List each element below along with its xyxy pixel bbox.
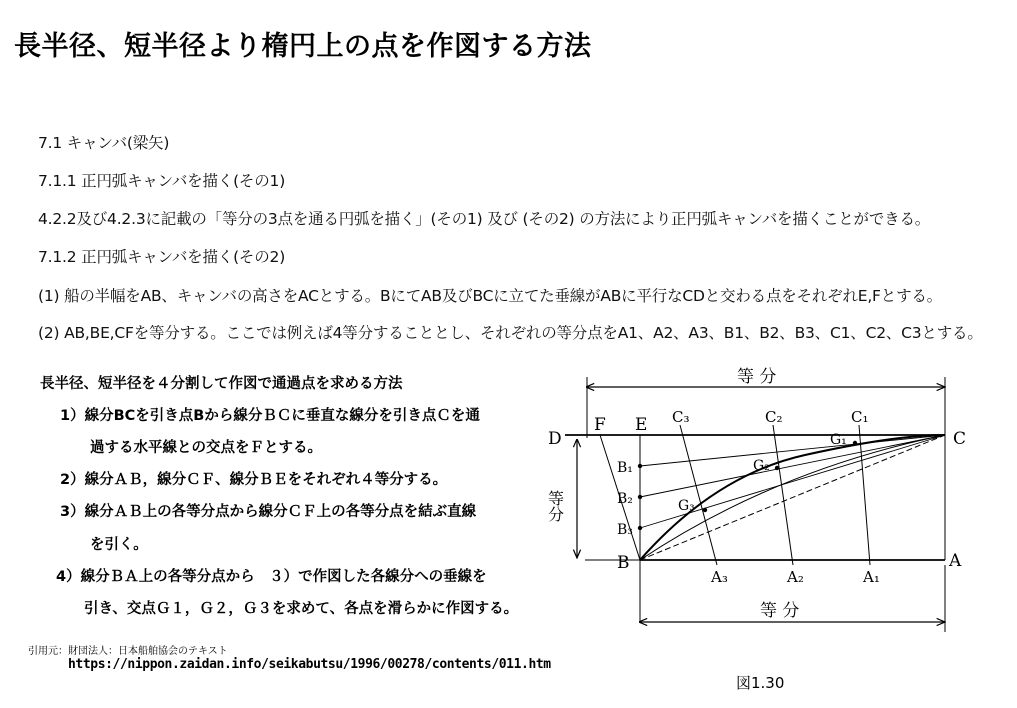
method-step-2: 2）線分ＡＢ，線分ＣＦ、線分ＢＥをそれぞれ４等分する。 xyxy=(60,472,448,488)
figure-caption: 図1.30 xyxy=(736,674,785,692)
method-step-1a: 1）線分BCを引き点Bから線分ＢＣに垂直な線分を引き点Ｃを通 xyxy=(60,408,480,424)
method-heading: 長半径、短半径を４分割して作図で通過点を求める方法 xyxy=(40,376,403,392)
line-a1-c1 xyxy=(859,425,870,565)
label-c2: C₂ xyxy=(765,408,783,426)
citation-source: 引用元：財団法人：日本船舶協会のテキスト xyxy=(28,646,228,657)
point-b1 xyxy=(638,464,642,468)
label-f: F xyxy=(594,415,606,435)
line-a2-c2 xyxy=(773,425,793,565)
label-d: D xyxy=(548,429,562,449)
label-b: B xyxy=(617,553,630,573)
paragraph-step-1: (1) 船の半幅をAB、キャンバの高さをACとする。BにてAB及びBCに立てた垂線がABに平行なCDと交わる点をそれぞれE,Fとする。 xyxy=(38,287,942,305)
label-a3: A₃ xyxy=(711,568,728,586)
section-7-1-1: 7.1.1 正円弧キャンバを描く(その1) xyxy=(38,172,286,190)
point-b3 xyxy=(638,526,642,530)
section-7-1-2: 7.1.2 正円弧キャンバを描く(その2) xyxy=(38,248,286,266)
method-step-1b: 過する水平線との交点をＦとする。 xyxy=(90,440,322,456)
label-a: A xyxy=(949,551,962,571)
label-g2: G₂ xyxy=(753,458,770,474)
method-step-4b: 引き、交点Ｇ１，Ｇ２，Ｇ３を求めて、各点を滑らかに作図する。 xyxy=(84,601,519,617)
label-c: C xyxy=(953,429,967,449)
ray-c-b1 xyxy=(640,435,945,466)
point-g3 xyxy=(703,508,707,512)
method-step-3b: を引く。 xyxy=(90,537,148,553)
label-a1: A₁ xyxy=(863,568,880,586)
method-step-3a: 3）線分ＡＢ上の各等分点から線分ＣＦ上の各等分点を結ぶ直線 xyxy=(60,504,477,520)
label-b3: B₃ xyxy=(617,522,633,538)
page-title: 長半径、短半径より楕円上の点を作図する方法 xyxy=(14,31,592,62)
camber-construction-diagram xyxy=(545,360,975,645)
label-c3: C₃ xyxy=(672,408,690,426)
label-c1: C₁ xyxy=(851,408,869,426)
point-g2 xyxy=(775,466,779,470)
ray-c-b2 xyxy=(640,435,945,497)
citation-url[interactable]: https://nippon.zaidan.info/seikabutsu/1996/00278/contents/011.htm xyxy=(68,657,551,672)
method-step-4a: 4）線分ＢＡ上の各等分点から ３）で作図した各線分への垂線を xyxy=(56,569,487,585)
section-7-1: 7.1 キャンバ(梁矢) xyxy=(38,134,170,152)
label-b2: B₂ xyxy=(617,491,633,507)
paragraph-step-2: (2) AB,BE,CFを等分する。ここでは例えば4等分することとし、それぞれの等分点をA1、A2、A3、B1、B2、B3、C1、C2、C3とする。 xyxy=(38,324,983,342)
label-g1: G₁ xyxy=(830,432,847,448)
label-b1: B₁ xyxy=(617,460,633,476)
bottom-equal-label: 等 分 xyxy=(760,601,800,621)
left-equal-label: 等分 xyxy=(545,490,565,522)
label-g3: G₃ xyxy=(678,498,695,514)
point-b2 xyxy=(638,495,642,499)
point-g1 xyxy=(853,441,857,445)
label-e: E xyxy=(635,415,648,435)
label-a2: A₂ xyxy=(787,568,804,586)
top-equal-label: 等 分 xyxy=(737,367,777,387)
paragraph-7-1-1: 4.2.2及び4.2.3に記載の「等分の3点を通る円弧を描く」(その1) 及び (その2) の方法により正円弧キャンバを描くことができる。 xyxy=(38,210,931,228)
